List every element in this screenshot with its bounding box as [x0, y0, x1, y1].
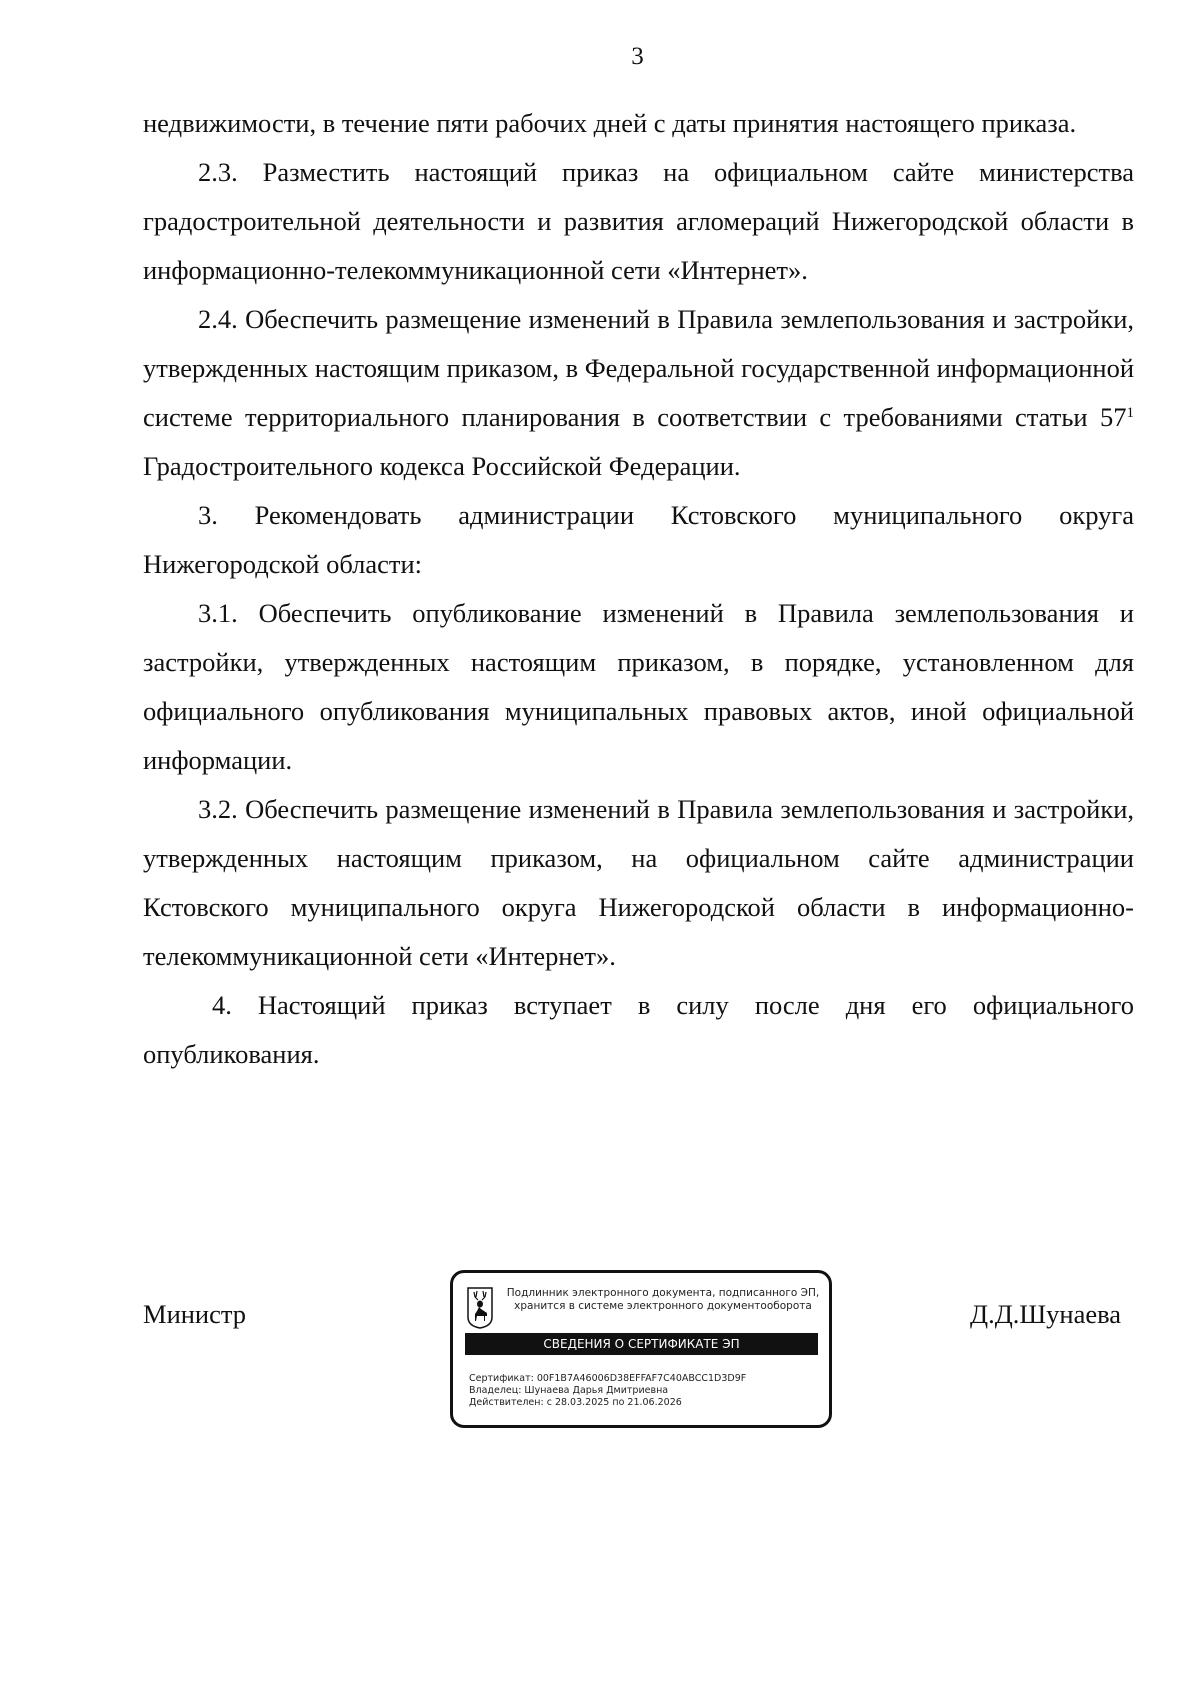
stamp-header	[503, 1287, 823, 1313]
page-number: 3	[631, 43, 644, 70]
paragraph-2-4	[143, 295, 1134, 491]
paragraph-3-2: 3.2. Обеспечить размещение изменений в Правила землепользования и застройки, утвержденных настоящим приказом, на официальном сайте администрации Кстовского муниципального округа Нижегородской области в информационно-телекоммуникационной сети «Интернет».	[143, 794, 1134, 971]
certificate-details	[469, 1373, 819, 1409]
electronic-signature-stamp	[450, 1270, 832, 1428]
paragraph-continuation: недвижимости, в течение пяти рабочих дней с даты принятия настоящего приказа.	[143, 108, 1077, 138]
paragraph-2-4-tail: Градостроительного кодекса Российской Федерации.	[143, 451, 741, 481]
paragraph-3: 3. Рекомендовать администрации Кстовского муниципального округа Нижегородской области:	[143, 500, 1134, 579]
paragraph-3-1: 3.1. Обеспечить опубликование изменений в Правила землепользования и застройки, утвержденных настоящим приказом, в порядке, установленном для официального опубликования муниципальных правовых актов, иной официальной информации.	[143, 598, 1134, 775]
signatory-name: Д.Д.Шунаева	[970, 1299, 1122, 1329]
deer-coat-of-arms-icon	[467, 1287, 493, 1329]
certificate-info-bar: СВЕДЕНИЯ О СЕРТИФИКАТЕ ЭП	[465, 1333, 818, 1355]
stamp-header-line: хранится в системе электронного документооборота	[514, 1300, 812, 1312]
certificate-owner: Владелец: Шунаева Дарья Дмитриевна	[469, 1385, 669, 1396]
document-body	[143, 99, 1134, 1079]
certificate-validity: Действителен: с 28.03.2025 по 21.06.2026	[469, 1397, 682, 1408]
signature-block	[0, 1270, 1200, 1430]
signatory-position: Министр	[143, 1299, 247, 1329]
stamp-header-line: Подлинник электронного документа, подписанного ЭП,	[506, 1287, 820, 1299]
paragraph-4: 4. Настоящий приказ вступает в силу после дня его официального опубликования.	[143, 990, 1134, 1069]
certificate-number: Сертификат: 00F1B7A46006D38EFFAF7C40ABCC1D3D9F	[469, 1373, 747, 1384]
paragraph-2-3: 2.3. Разместить настоящий приказ на официальном сайте министерства градостроительной деятельности и развития агломераций Нижегородской области в информационно-телекоммуникационной сети «Интернет».	[143, 157, 1134, 285]
paragraph-2-4-text: 2.4. Обеспечить размещение изменений в Правила землепользования и застройки, утвержденных настоящим приказом, в Федеральной государственной информационной системе территориального планирования в соответствии с требованиями статьи 57	[143, 304, 1134, 432]
article-superscript: 1	[1126, 405, 1134, 421]
